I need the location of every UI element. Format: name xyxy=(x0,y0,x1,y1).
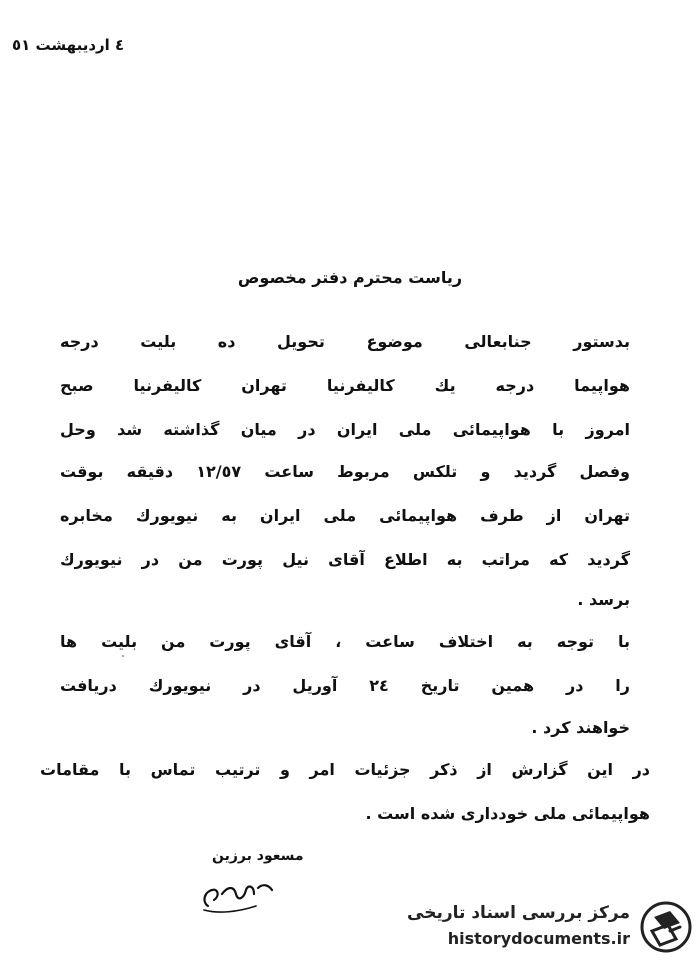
text-line: در اين گزارش از ذكر جزئيات امر و ترتيب تماس با مقامات xyxy=(40,760,650,779)
handwritten-signature xyxy=(198,872,278,916)
archive-logo-icon xyxy=(640,901,692,953)
text-line: امروز با هواپيمائى ملى ايران در ميان گذاشته شد وحل xyxy=(60,420,630,439)
letter-heading: رياست محترم دفتر مخصوص xyxy=(237,268,463,287)
archive-watermark xyxy=(402,899,692,957)
text-line: خواهند كرد . xyxy=(531,718,630,737)
paragraph-3 xyxy=(40,760,650,830)
document-date: ٤ ارديبهشت ٥١ xyxy=(12,36,125,54)
signer-name: مسعود برزين xyxy=(212,848,304,864)
watermark-org-name: مركز بررسى اسناد تاريخى xyxy=(407,903,630,923)
paragraph-2 xyxy=(60,632,630,752)
text-line: گرديد كه مراتب به اطلاع آقاى نيل پورت من در نيويورك xyxy=(60,550,630,569)
scan-speck xyxy=(122,655,124,657)
text-line: وفصل گرديد و تلكس مربوط ساعت ١٢/٥٧ دقيقه بوقت xyxy=(60,462,631,481)
text-line: هواپيمائى ملى خوددارى شده است . xyxy=(365,804,650,823)
text-line: را در همين تاريخ ٢٤ آوريل در نيويورك دريافت xyxy=(60,676,630,695)
watermark-url: historydocuments.ir xyxy=(447,929,630,948)
text-line: با توجه به اختلاف ساعت ، آقاى پورت من بليت ها xyxy=(60,632,630,651)
text-line: بدستور جنابعالى موضوع تحويل ده بليت درجه xyxy=(60,332,630,351)
text-line: هواپيما درجه يك كاليفرنيا تهران كاليفرنيا صبح xyxy=(60,376,630,395)
text-line: تهران از طرف هواپيمائى ملى ايران به نيويورك مخابره xyxy=(60,506,630,525)
text-line: برسد . xyxy=(577,590,630,609)
paragraph-1 xyxy=(60,332,630,612)
